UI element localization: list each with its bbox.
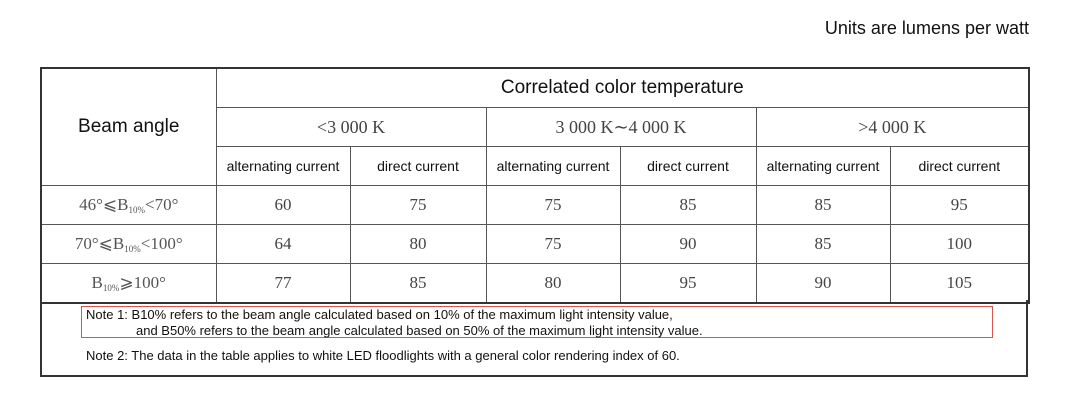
table-row <box>41 225 1029 264</box>
beam-angle-range: $46^\circ⩽B_{10\%}<70^\circ$ <box>41 186 216 225</box>
efficacy-value: 80 <box>486 264 620 304</box>
beam-angle-header: Beam angle <box>41 68 216 186</box>
efficacy-value: 75 <box>350 186 486 225</box>
efficacy-value: 100 <box>890 225 1029 264</box>
current-type-header: alternating current <box>216 147 350 186</box>
units-note: Units are lumens per watt <box>824 18 1029 38</box>
note1-line1: Note 1: B10% refers to the beam angle calculated based on 10% of the maximum light intensity value, <box>86 307 673 322</box>
beam-angle-range: $B_{10\%}⩾100^\circ$ <box>41 264 216 304</box>
efficacy-value: 85 <box>756 186 890 225</box>
current-type-header: direct current <box>620 147 756 186</box>
efficacy-value: 60 <box>216 186 350 225</box>
notes-section <box>40 300 1028 377</box>
note1-line2: and B50% refers to the beam angle calculated based on 50% of the maximum light intensity value. <box>136 323 703 338</box>
efficacy-value: 64 <box>216 225 350 264</box>
efficacy-value: 95 <box>620 264 756 304</box>
efficacy-value: 85 <box>620 186 756 225</box>
efficacy-value: 85 <box>756 225 890 264</box>
temp-header-high: >4 000 K <box>756 108 1029 147</box>
current-type-header: direct current <box>350 147 486 186</box>
current-type-header: direct current <box>890 147 1029 186</box>
efficacy-value: 85 <box>350 264 486 304</box>
efficacy-value: 90 <box>756 264 890 304</box>
efficacy-value: 75 <box>486 225 620 264</box>
temp-header-mid: 3 000 K∼4 000 K <box>486 108 756 147</box>
current-type-header: alternating current <box>756 147 890 186</box>
cct-header: Correlated color temperature <box>216 68 1029 108</box>
current-type-header: alternating current <box>486 147 620 186</box>
efficacy-value: 80 <box>350 225 486 264</box>
table-row <box>41 186 1029 225</box>
efficacy-value: 77 <box>216 264 350 304</box>
efficacy-value: 90 <box>620 225 756 264</box>
beam-angle-range: $70^\circ⩽B_{10\%}<100^\circ$ <box>41 225 216 264</box>
table-row <box>41 264 1029 304</box>
efficacy-value: 75 <box>486 186 620 225</box>
note2: Note 2: The data in the table applies to white LED floodlights with a general color rendering index of 60. <box>86 348 680 363</box>
efficacy-value: 95 <box>890 186 1029 225</box>
efficacy-value: 105 <box>890 264 1029 304</box>
temp-header-low: <3 000 K <box>216 108 486 147</box>
efficacy-table <box>40 67 1030 304</box>
